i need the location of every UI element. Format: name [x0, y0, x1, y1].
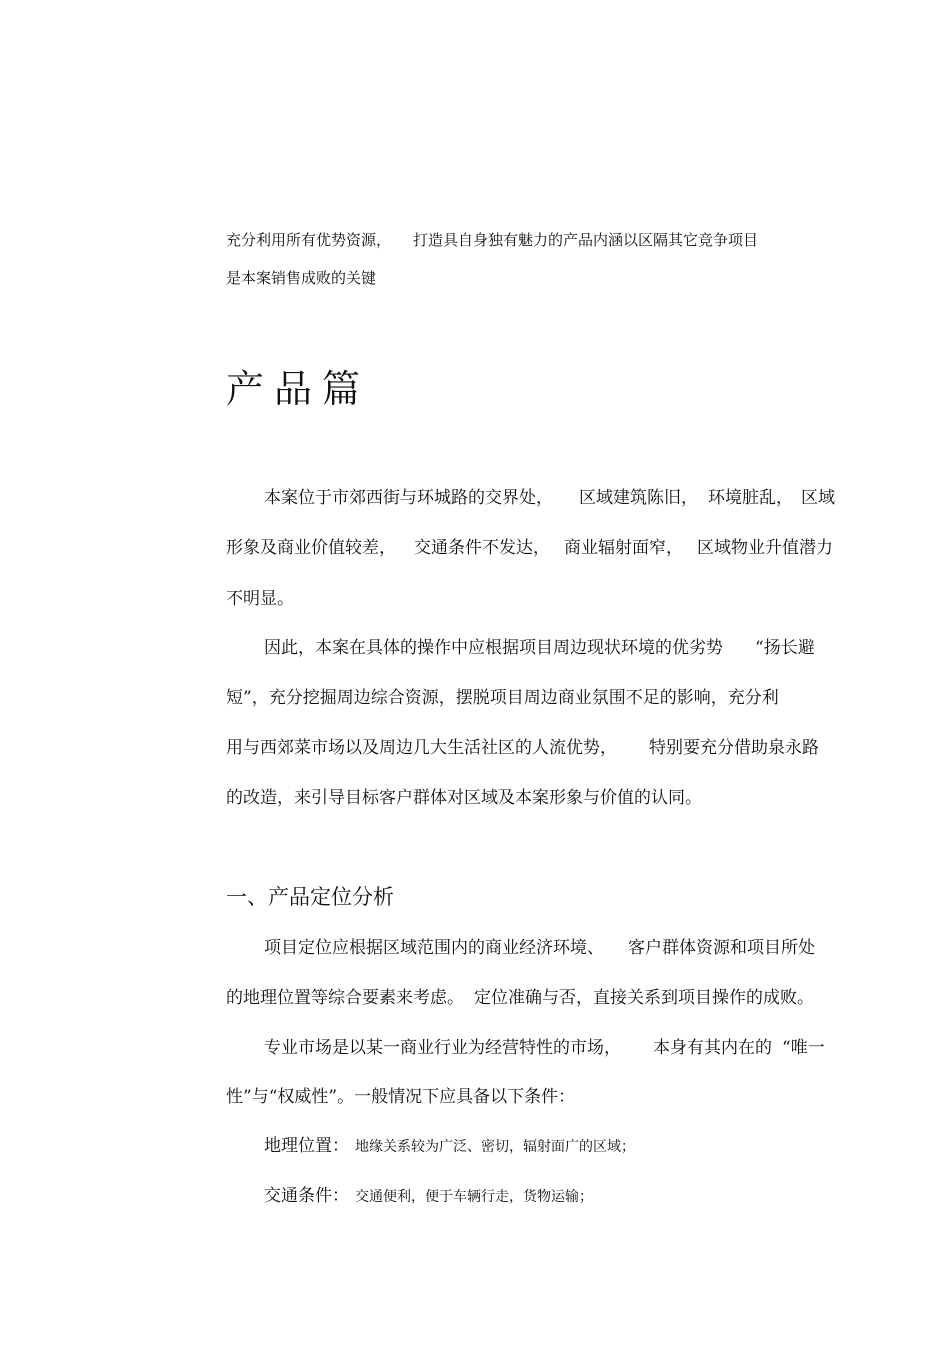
paragraph-text: “扬长避 [755, 638, 815, 658]
paragraph-text: 定位准确与否，直接关系到项目操作的成败。 [474, 988, 814, 1008]
paragraph-line [226, 740, 819, 757]
paragraph-line [264, 640, 815, 657]
paragraph-text: 专业市场是以某一商业行业为经营特性的市场， [264, 1038, 621, 1058]
condition-text: 地缘关系较为广泛、密切，辐射面广的区域； [355, 1139, 635, 1155]
paragraph-text: 商业辐射面窄， [564, 538, 683, 558]
paragraph-text: 项目定位应根据区域范围内的商业经济环境、 [264, 938, 604, 958]
paragraph-line [226, 790, 702, 807]
paragraph-line [226, 990, 814, 1007]
paragraph-text: 因此，本案在具体的操作中应根据项目周边现状环境的优劣势 [264, 638, 723, 658]
intro-line-1 [226, 233, 758, 248]
paragraph-text: 交通条件不发达， [414, 538, 550, 558]
paragraph-text: 区域物业升值潜力 [697, 538, 833, 558]
paragraph-text: 性”与“权威性”。一般情况下应具备以下条件： [226, 1087, 576, 1107]
paragraph-text: 区域建筑陈旧， [579, 488, 698, 508]
section-heading: 一、产品定位分析 [226, 885, 394, 909]
paragraph-text: 用与西郊菜市场以及周边几大生活社区的人流优势， [226, 738, 617, 758]
condition-item [264, 1188, 593, 1205]
paragraph-text: “唯一 [782, 1038, 825, 1058]
paragraph-text: 形象及商业价值较差， [226, 538, 396, 558]
intro-text: 充分利用所有优势资源， [226, 231, 392, 249]
paragraph-line [264, 1040, 825, 1057]
paragraph-text: 的改造，来引导目标客户群体对区域及本案形象与价值的认同。 [226, 788, 702, 808]
condition-label: 交通条件： [264, 1186, 349, 1206]
paragraph-text: 环境脏乱， [708, 488, 793, 508]
paragraph-text: 短”，充分挖掘周边综合资源，摆脱项目周边商业氛围不足的影响，充分利 [226, 688, 779, 708]
intro-line-2 [226, 271, 376, 286]
intro-text: 打造具自身独有魅力的产品内涵以区隔其它竞争项目 [413, 231, 759, 249]
paragraph-text: 本案位于市郊西街与环城路的交界处， [264, 488, 553, 508]
paragraph-line [226, 1089, 575, 1106]
paragraph-line [264, 490, 835, 507]
paragraph-text: 客户群体资源和项目所处 [628, 938, 815, 958]
paragraph-line [226, 540, 833, 557]
paragraph-text: 本身有其内在的 [653, 1038, 772, 1058]
section-title: 产品篇 [226, 367, 371, 411]
paragraph-line [264, 940, 815, 957]
paragraph-line [226, 690, 779, 707]
intro-text: 是本案销售成败的关键 [226, 269, 377, 287]
paragraph-line [226, 591, 294, 608]
condition-label: 地理位置： [264, 1136, 349, 1156]
paragraph-text: 的地理位置等综合要素来考虑。 [226, 988, 464, 1008]
paragraph-text: 区域 [801, 488, 835, 508]
condition-item [264, 1138, 635, 1155]
paragraph-text: 不明显。 [226, 589, 294, 609]
condition-text: 交通便利，便于车辆行走，货物运输； [355, 1189, 593, 1205]
paragraph-text: 特别要充分借助泉永路 [649, 738, 819, 758]
